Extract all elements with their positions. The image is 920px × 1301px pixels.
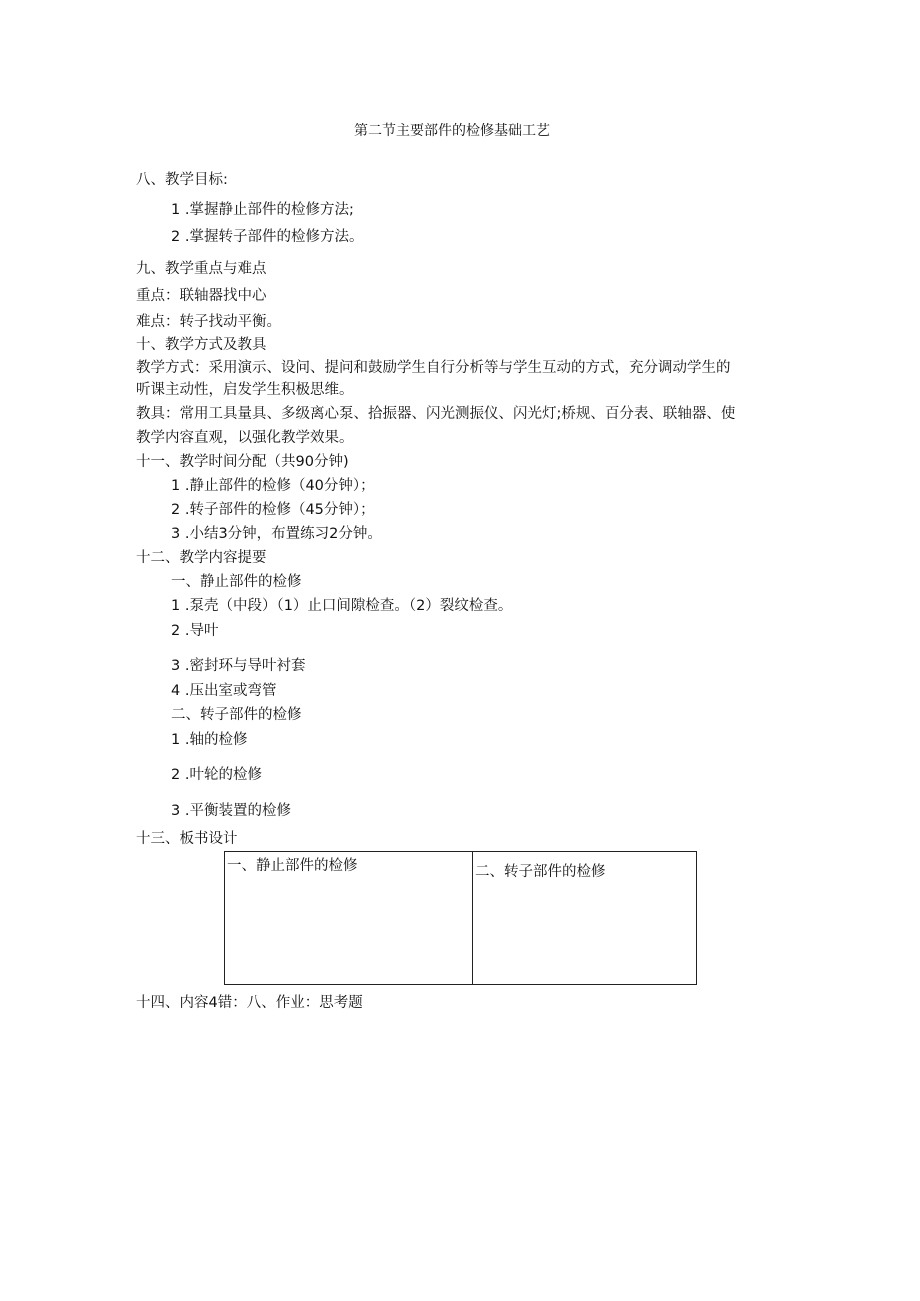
method-text-line: 教学方式：采用演示、设问、提问和鼓励学生自行分析等与学生互动的方式，充分调动学生的 (136, 360, 731, 376)
tools-text-line: 教学内容直观，以强化教学效果。 (136, 430, 354, 446)
subsection-heading: 二、转子部件的检修 (171, 707, 302, 723)
section-heading-methods: 十、教学方式及教具 (136, 337, 267, 353)
section-heading-homework: 十四、内容4错：八、作业：思考题 (136, 995, 363, 1011)
content-item: 3 .平衡装置的检修 (171, 803, 291, 819)
section-heading-time: 十一、教学时间分配（共90分钟) (136, 454, 349, 470)
section-heading-objectives: 八、教学目标: (136, 172, 228, 188)
content-item: 2 .叶轮的检修 (171, 767, 262, 783)
content-item: 4 .压出室或弯管 (171, 683, 277, 699)
board-left-cell: 一、静止部件的检修 (227, 858, 358, 874)
objective-item: 2 .掌握转子部件的检修方法。 (171, 229, 364, 245)
objective-item: 1 .掌握静止部件的检修方法; (171, 202, 354, 218)
tools-text-line: 教具：常用工具量具、多级离心泵、拾振器、闪光测振仪、闪光灯;桥规、百分表、联轴器、使 (136, 406, 736, 422)
page-title: 第二节主要部件的检修基础工艺 (354, 123, 550, 139)
board-right-cell: 二、转子部件的检修 (475, 864, 606, 880)
time-item: 1 .静止部件的检修（40分钟）； (171, 478, 375, 494)
section-heading-content: 十二、教学内容提要 (136, 550, 267, 566)
time-item: 2 .转子部件的检修（45分钟）； (171, 502, 375, 518)
board-design-table (224, 851, 697, 985)
content-item: 1 .泵壳（中段）（1）止口间隙检查。（2）裂纹检查。 (171, 598, 513, 614)
content-item: 2 .导叶 (171, 623, 219, 639)
content-item: 1 .轴的检修 (171, 732, 248, 748)
key-point-text: 重点：联轴器找中心 (136, 288, 267, 304)
section-heading-board: 十三、板书设计 (136, 831, 238, 847)
board-divider (472, 852, 473, 984)
content-item: 3 .密封环与导叶衬套 (171, 658, 306, 674)
difficult-point-text: 难点：转子找动平衡。 (136, 314, 281, 330)
subsection-heading: 一、静止部件的检修 (171, 574, 302, 590)
section-heading-key-points: 九、教学重点与难点 (136, 261, 267, 277)
time-item: 3 .小结3分钟，布置练习2分钟。 (171, 526, 382, 542)
method-text-line: 听课主动性，启发学生积极思维。 (136, 382, 354, 398)
